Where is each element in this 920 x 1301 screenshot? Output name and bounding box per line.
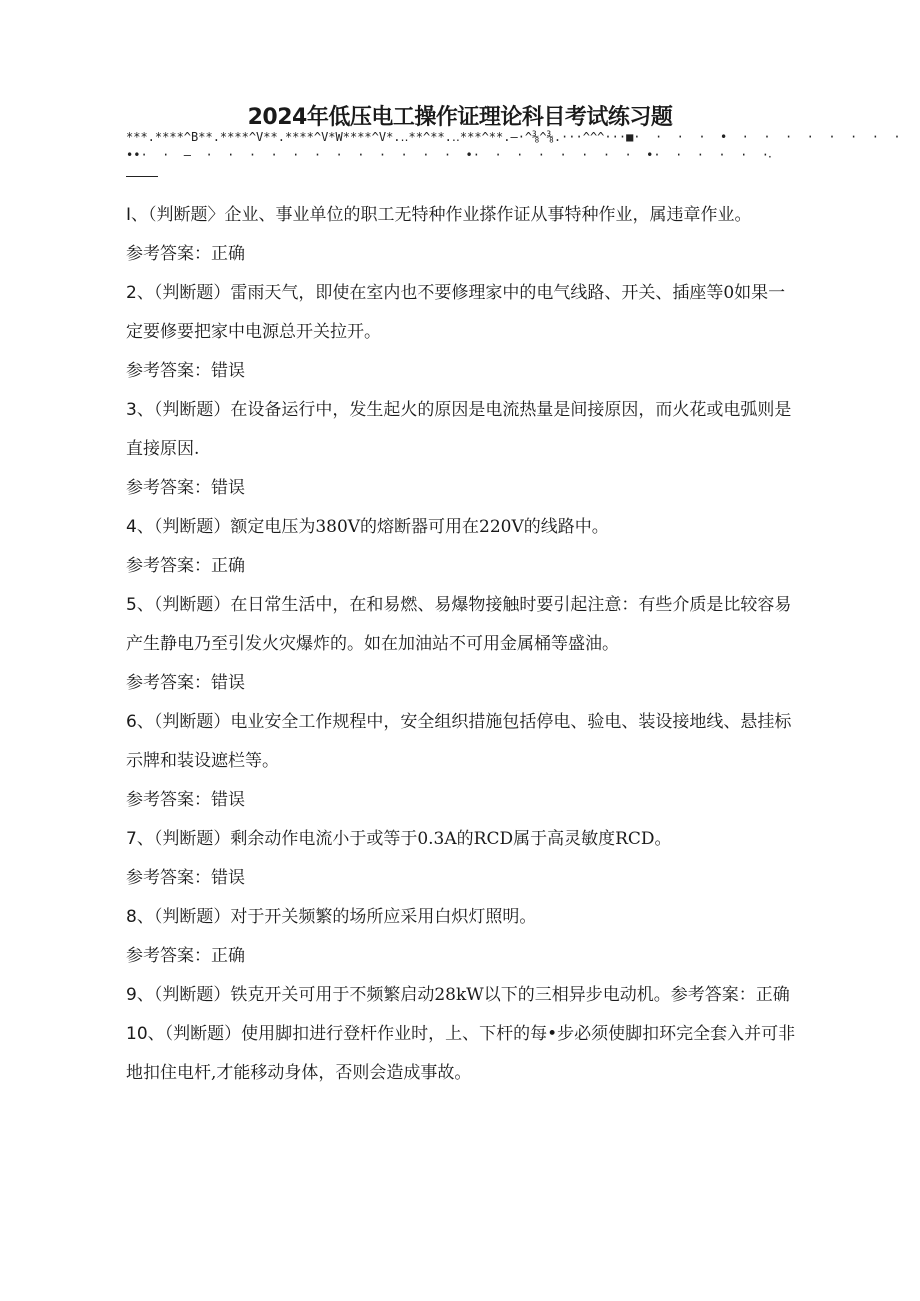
- question-text: 2、（判断题）雷雨天气，即使在室内也不要修理家中的电气线路、开关、插座等0如果一定要修要把家中电源总开关拉开。: [126, 283, 786, 342]
- page-title: 2024年低压电工操作证理论科目考试练习题: [247, 105, 673, 130]
- question-item: [126, 1015, 798, 1093]
- question-item: [126, 898, 798, 976]
- question-item: [126, 508, 798, 586]
- question-text: 6、（判断题）电业安全工作规程中，安全组织措施包括停电、验电、装设接地线、悬挂标示牌和装设遮栏等。: [126, 712, 792, 771]
- question-text: 9、（判断题）铁克开关可用于不频繁启动28kW以下的三相异步电动机。参考答案：正确: [126, 985, 790, 1005]
- answer-text: 参考答案：错误: [126, 361, 245, 381]
- answer-text: 参考答案：正确: [126, 946, 245, 966]
- scan-noise-dot: ·: [768, 150, 772, 164]
- question-text: 8、（判断题）对于开关频繁的场所应采用白炽灯照明。: [126, 907, 537, 927]
- answer-text: 参考答案：错误: [126, 868, 245, 888]
- answer-text: 参考答案：正确: [126, 244, 245, 264]
- answer-text: 参考答案：正确: [126, 556, 245, 576]
- answer-text: 参考答案：错误: [126, 478, 245, 498]
- scan-noise-line-1: ***.****^B**.****^V**.****^V*W****^V*.‥**^**.‥***^**.—·^⅜^⅜.···^^^···■· · · · • · · · · · · · ·: [126, 130, 901, 144]
- question-text: 10、（判断题）使用脚扣进行登杆作业时，上、下杆的每•步必须使脚扣环完全套入并可非地扣住电杆,才能移动身体，否则会造成事故。: [126, 1024, 796, 1083]
- question-text: 5、（判断题）在日常生活中，在和易燃、易爆物接触时要引起注意：有些介质是比较容易产生静电乃至引发火灾爆炸的。如在加油站不可用金属桶等盛油。: [126, 595, 792, 654]
- divider-rule: [126, 176, 158, 177]
- answer-text: 参考答案：错误: [126, 673, 245, 693]
- answer-text: 参考答案：错误: [126, 790, 245, 810]
- question-item: [126, 586, 798, 703]
- question-item: [126, 196, 798, 274]
- question-list: [126, 196, 798, 1093]
- question-item: [126, 391, 798, 508]
- question-item: [126, 274, 798, 391]
- scan-noise-line-2: ••· · — · · · · · · · · · · · · •· · · · · · · · •· · · · · ·: [126, 148, 769, 162]
- question-item: [126, 820, 798, 898]
- question-text: 3、（判断题）在设备运行中，发生起火的原因是电流热量是间接原因，而火花或电弧则是直接原因.: [126, 400, 792, 459]
- question-text: 7、（判断题）剩余动作电流小于或等于0.3A的RCD属于高灵敏度RCD。: [126, 829, 672, 849]
- question-item: [126, 703, 798, 820]
- question-item: [126, 976, 798, 1015]
- question-text: I、（判断题〉企业、事业单位的职工无特种作业搽作证从事特种作业，属违章作业。: [126, 205, 752, 225]
- question-text: 4、（判断题）额定电压为380V的熔断器可用在220V的线路中。: [126, 517, 609, 537]
